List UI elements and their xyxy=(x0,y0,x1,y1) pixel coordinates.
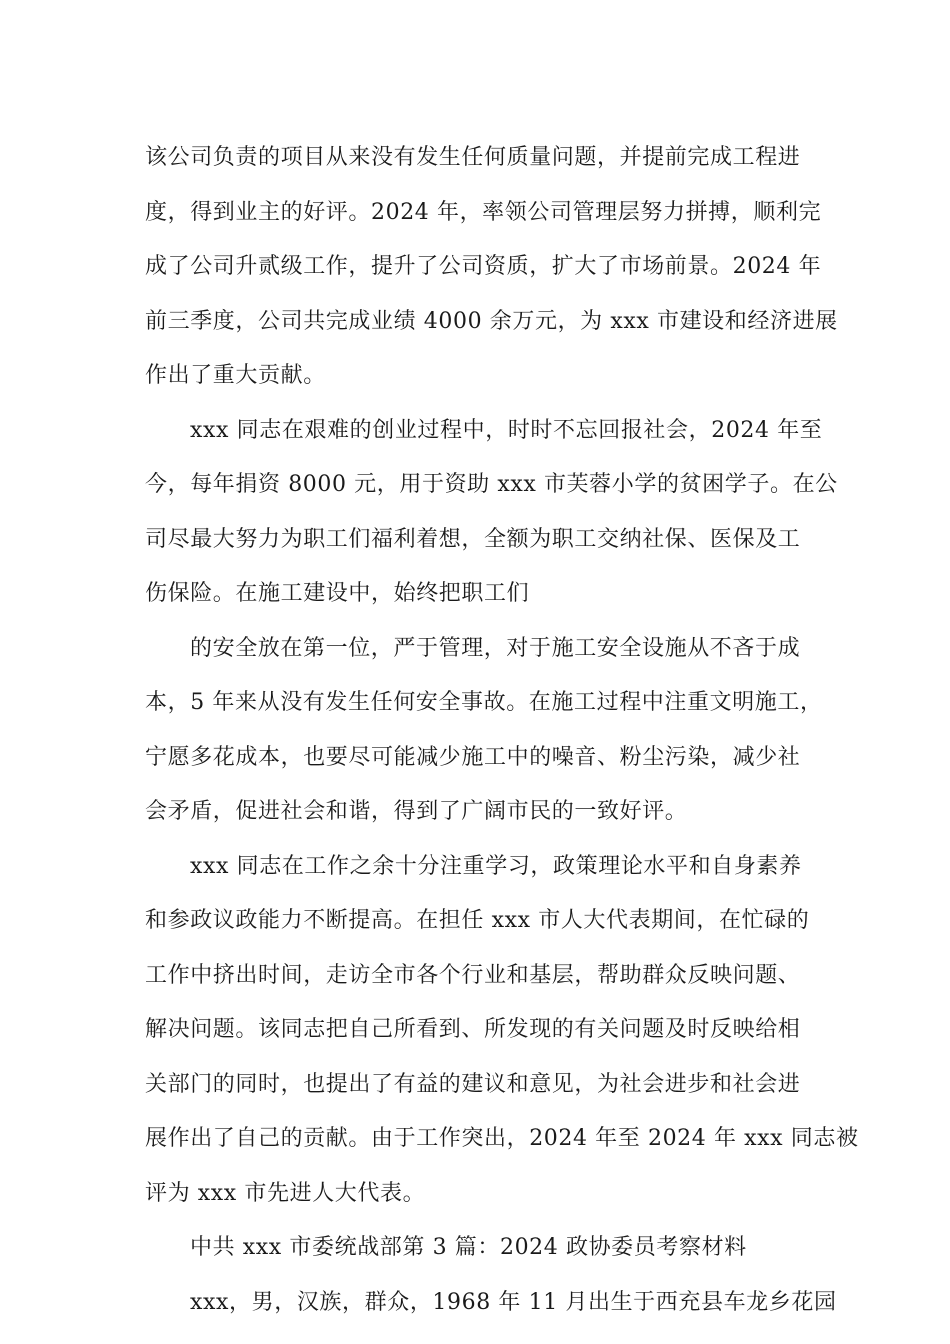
text-line: 度，得到业主的好评。2024 年，率领公司管理层努力拼搏，顺利完 xyxy=(145,199,822,225)
text-line: 该公司负责的项目从来没有发生任何质量问题，并提前完成工程进 xyxy=(145,145,801,170)
paragraph-social-contribution xyxy=(145,404,838,622)
text-line: 成了公司升贰级工作，提升了公司资质，扩大了市场前景。2024 年 xyxy=(145,254,822,279)
text-line: 前三季度，公司共完成业绩 4000 余万元，为 xxx 市建设和经济进展 xyxy=(145,308,838,334)
text-line: 解决问题。该同志把自己所看到、所发现的有关问题及时反映给相 xyxy=(145,1017,801,1042)
paragraph-political-participation xyxy=(145,840,859,1222)
text-line: 评为 xxx 市先进人大代表。 xyxy=(145,1180,426,1206)
text-line: 伤保险。在施工建设中，始终把职工们 xyxy=(145,581,530,606)
text-line: 关部门的同时，也提出了有益的建议和意见，为社会进步和社会进 xyxy=(145,1071,801,1097)
text-line: xxx 同志在艰难的创业过程中，时时不忘回报社会，2024 年至 xyxy=(190,417,823,443)
text-line: 和参政议政能力不断提高。在担任 xxx 市人大代表期间，在忙碌的 xyxy=(145,908,810,933)
text-line: 展作出了自己的贡献。由于工作突出，2024 年至 2024 年 xxx 同志被 xyxy=(145,1126,859,1151)
text-line: 会矛盾，促进社会和谐，得到了广阔市民的一致好评。 xyxy=(145,799,688,824)
paragraph-company-performance xyxy=(145,131,838,404)
text-line: 的安全放在第一位，严于管理，对于施工安全设施从不吝于成 xyxy=(190,635,801,661)
text-line: 司尽最大努力为职工们福利着想，全额为职工交纳社保、医保及工 xyxy=(145,526,801,552)
document-body xyxy=(145,131,859,1330)
text-line: 宁愿多花成本，也要尽可能减少施工中的噪音、粉尘污染，减少社 xyxy=(145,744,801,770)
text-line: 今，每年捐资 8000 元，用于资助 xxx 市芙蓉小学的贫困学子。在公 xyxy=(145,472,838,497)
section-heading xyxy=(145,1221,821,1276)
paragraph-safety-management xyxy=(145,622,821,840)
text-line: 作出了重大贡献。 xyxy=(145,363,326,388)
section-title: 中共 xxx 市委统战部第 3 篇：2024 政协委员考察材料 xyxy=(190,1235,747,1260)
text-line: xxx，男，汉族，群众，1968 年 11 月出生于西充县车龙乡花园 xyxy=(190,1289,837,1315)
paragraph-biography xyxy=(145,1276,837,1331)
text-line: 工作中挤出时间，走访全市各个行业和基层，帮助群众反映问题、 xyxy=(145,962,801,988)
text-line: xxx 同志在工作之余十分注重学习，政策理论水平和自身素养 xyxy=(190,853,802,879)
text-line: 本，5 年来从没有发生任何安全事故。在施工过程中注重文明施工， xyxy=(145,690,823,715)
